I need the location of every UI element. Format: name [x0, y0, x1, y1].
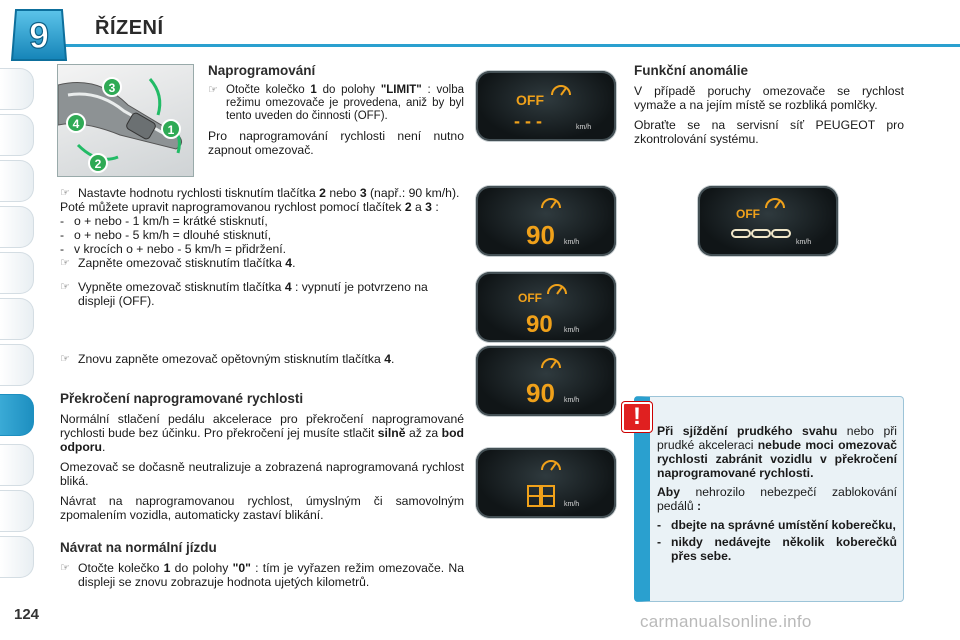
section-return	[60, 541, 464, 593]
display-blinking-speed	[476, 448, 616, 518]
display-speed: 90	[526, 220, 555, 250]
warning-exclamation-icon: !	[622, 402, 652, 432]
section-fault	[634, 64, 904, 152]
side-tab-3[interactable]	[0, 160, 34, 202]
stalk-label-4: 4	[72, 117, 80, 131]
side-tab-8-active[interactable]	[0, 394, 34, 436]
section-exceed	[60, 392, 464, 528]
key-4: 4	[384, 352, 391, 366]
text: .	[292, 256, 296, 270]
speed-limiter-stalk-image	[57, 64, 194, 177]
text-strong: :	[696, 499, 702, 513]
display-unit: km/h	[564, 239, 580, 246]
text: do polohy	[316, 84, 381, 96]
set-speed-bullet	[60, 186, 464, 200]
stalk-illustration-icon	[58, 65, 194, 177]
key-3: 3	[425, 200, 432, 214]
section-programming-title: Naprogramování	[208, 63, 316, 78]
text: Poté můžete upravit naprogramovanou rychlost pomocí tlačítek	[60, 200, 405, 214]
exceed-paragraph-3: Návrat na naprogramovanou rychlost, úmyslným či samovolným zpomalením vozidla, automaticky zastaví blikání.	[60, 494, 464, 522]
text: .	[101, 440, 106, 454]
key-2: 2	[319, 186, 326, 200]
warning-item: - nikdy nedávejte několik koberečků přes sebe.	[657, 535, 897, 563]
display-off-label: OFF	[518, 291, 542, 305]
display-unit: km/h	[576, 124, 592, 131]
section-return-title: Návrat na normální jízdu	[60, 540, 217, 555]
programming-note: Pro naprogramování rychlosti není nutno zapnout omezovač.	[208, 129, 464, 157]
text: Zapněte omezovač stisknutím tlačítka	[78, 256, 286, 270]
text: :	[431, 200, 439, 214]
side-tab-11[interactable]	[0, 536, 34, 578]
page-number: 124	[14, 606, 40, 623]
display-off-label: OFF	[516, 92, 544, 108]
text: : volba režimu omezovače je provedena, aniž by byl tento uveden do činnosti (OFF).	[226, 84, 464, 122]
section-fault-title: Funkční anomálie	[634, 63, 749, 78]
fault-paragraph-1: V případě poruchy omezovače se rychlost vymaže a na jejím místě se rozbliká pomlčky.	[634, 84, 904, 112]
side-tab-10[interactable]	[0, 490, 34, 532]
page-title: ŘÍZENÍ	[95, 17, 164, 39]
speedometer-limit-icon	[542, 359, 560, 368]
disable-limiter-bullet	[60, 280, 464, 308]
stalk-label-2: 2	[94, 157, 102, 171]
key-1: 1	[310, 84, 317, 96]
key-2: 2	[404, 200, 412, 214]
text: Otočte kolečko	[226, 84, 311, 96]
programming-bullet	[208, 84, 464, 123]
key-1: 1	[163, 561, 171, 575]
key-4: 4	[284, 280, 292, 294]
warning-paragraph-1	[657, 424, 897, 480]
fault-paragraph-2: Obraťte se na servisní síť PEUGEOT pro zkontrolování systému.	[634, 118, 904, 146]
speedometer-limit-icon	[766, 199, 784, 208]
display-off-dashes	[476, 71, 616, 141]
enable-limiter-bullet	[60, 256, 464, 270]
chapter-badge-icon	[10, 6, 68, 64]
display-speed: 90	[526, 378, 555, 408]
exceed-paragraph-2: Omezovač se dočasně neutralizuje a zobrazená naprogramovaná rychlost bliká.	[60, 460, 464, 488]
section-programming	[208, 64, 464, 163]
stalk-label-3: 3	[108, 81, 116, 95]
text: : tím je vyřazen režim omezovače. Na displeji se znovu zobrazuje hodnota ujetých kilometrů.	[78, 561, 464, 589]
text: nebo při prudké akceleraci	[657, 424, 897, 452]
display-speed-90-active	[476, 346, 616, 416]
text: nehrozilo nebezpečí zablokování pedálů	[657, 485, 897, 513]
side-tab-7[interactable]	[0, 344, 34, 386]
fault-dashes-icon	[732, 230, 790, 237]
watermark: carmanualsonline.info	[640, 612, 812, 631]
warning-item: - dbejte na správné umístění koberečku,	[657, 518, 897, 532]
display-unit: km/h	[564, 397, 580, 404]
zero-position: "0"	[232, 561, 251, 575]
exceed-paragraph-1	[60, 412, 464, 454]
text: Normální stlačení pedálu akcelerace pro překročení naprogramované rychlosti bude bez účinku. Pro překročení jej musíte stlačit	[60, 412, 464, 440]
text-strong: bod odporu	[60, 426, 464, 454]
text: Znovu zapněte omezovač opětovným stisknutím tlačítka	[78, 352, 385, 366]
text: (např.: 90 km/h).	[366, 186, 460, 200]
display-off-90	[476, 272, 616, 342]
text-strong: silně	[377, 426, 406, 440]
display-dashes: - - -	[514, 111, 542, 131]
header-rule	[60, 44, 960, 47]
speedometer-limit-icon	[548, 285, 566, 294]
side-tab-9[interactable]	[0, 444, 34, 486]
section-set-speed	[60, 186, 464, 312]
display-fault	[698, 186, 838, 256]
adjust-speed-text	[60, 200, 464, 214]
speedometer-limit-icon	[542, 199, 560, 208]
dash-item: - v krocích o + nebo - 5 km/h = přidržení.	[60, 242, 464, 256]
stalk-label-1: 1	[167, 123, 175, 137]
text-strong: Při sjíždění prudkého svahu	[657, 424, 838, 438]
dash-item: - o + nebo - 1 km/h = krátké stisknutí,	[60, 214, 464, 228]
text: nebo	[325, 186, 360, 200]
side-tab-5[interactable]	[0, 252, 34, 294]
text: až za	[405, 426, 442, 440]
key-3: 3	[359, 186, 367, 200]
reenable-limiter-bullet	[60, 352, 464, 366]
blinking-segments-icon	[528, 486, 554, 506]
side-tab-1[interactable]	[0, 68, 34, 110]
side-tab-2[interactable]	[0, 114, 34, 156]
text: a	[411, 200, 426, 214]
speedometer-limit-icon	[552, 86, 570, 95]
warning-text	[657, 424, 897, 566]
key-4: 4	[285, 256, 293, 270]
display-speed-90	[476, 186, 616, 256]
reenable-limiter-block	[60, 352, 464, 370]
speedometer-limit-icon	[542, 461, 560, 470]
dash-item: - o + nebo - 5 km/h = dlouhé stisknutí,	[60, 228, 464, 242]
display-unit: km/h	[564, 501, 580, 508]
page-header	[0, 0, 960, 62]
display-unit: km/h	[564, 327, 580, 334]
side-tab-6[interactable]	[0, 298, 34, 340]
limit-position: "LIMIT"	[380, 84, 422, 96]
warning-paragraph-2	[657, 485, 897, 513]
text-strong: Aby	[657, 485, 681, 499]
text-strong: nebude moci omezovač rychlosti zabránit vozidlu v překročení naprogramované rychlosti.	[657, 438, 898, 480]
text: .	[390, 352, 395, 366]
return-bullet	[60, 561, 464, 589]
text: Nastavte hodnotu rychlosti tisknutím tlačítka	[78, 186, 320, 200]
chapter-number: 9	[28, 15, 50, 56]
section-exceed-title: Překročení naprogramované rychlosti	[60, 391, 304, 406]
display-unit: km/h	[796, 239, 812, 246]
display-speed: 90	[526, 311, 553, 338]
display-off-label: OFF	[736, 207, 760, 221]
text: : vypnutí je potvrzeno na displeji (OFF).	[78, 280, 428, 308]
text: do polohy	[170, 561, 233, 575]
text: Otočte kolečko	[78, 561, 164, 575]
side-tab-4[interactable]	[0, 206, 34, 248]
text: Vypněte omezovač stisknutím tlačítka	[78, 280, 285, 294]
